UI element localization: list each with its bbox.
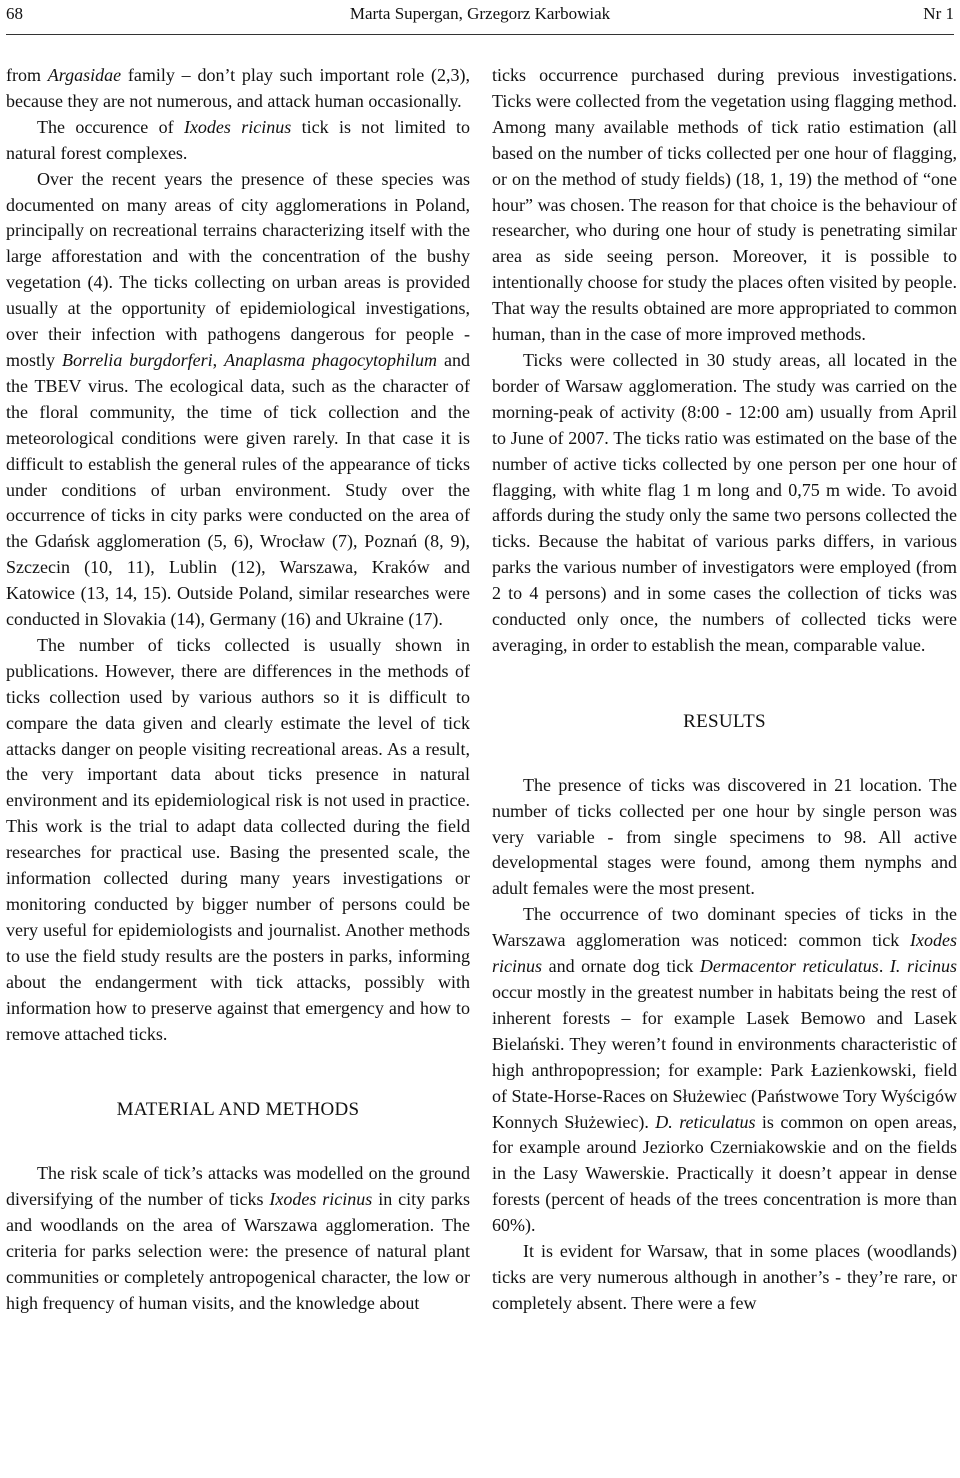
paragraph: Ticks were collected in 30 study areas, all located in the border of Warsaw agglomeration. The study was carried on the morning-peak of activity (8:00 - 12:00 am) usually from April to June of 2007. The ticks ratio was estimated on the base of the number of active ticks collected by one person per one hour of flagging, with white flag 1 m long and 0,75 m wide. To avoid affords during the study only the same two persons collected the ticks. Because the habitat of various parks differs, in various parks the various number of investigators were employed (from 2 to 4 persons) and in some cases the collection of ticks was conducted only once, the numbers of collected ticks were averaging, in order to establish the mean, comparable value. <box>492 349 957 655</box>
paragraph: The risk scale of tick’s attacks was modelled on the ground diversifying of the number of ticks Ixodes ricinus in city parks and woodlands on the area of Warszawa agglomeration. The criteria for parks selection were: the presence of natural plant communities or completely antropogenical character, the low or high frequency of human visits, and the knowledge about <box>6 1163 471 1313</box>
paragraph: ticks occurrence purchased during previous investigations. Ticks were collected from the vegetation using flagging method. Among many available methods of tick ratio estimation (all based on the number of ticks collected per one hour of flagging, or on the method of study fields) (18, 1, 19) the method of “one hour” was chosen. The reason for that choice is the behaviour of researcher, who during one hour of study is penetrating similar area as side seeing person. Moreover, it is possible to intentionally choose for study the places often visited by people. That way the results obtained are more appropriated to common human, than in the case of more improved methods. <box>492 65 957 345</box>
section-heading-results: RESULTS <box>683 710 766 732</box>
paragraph: The occurence of Ixodes ricinus tick is not limited to natural forest complexes. <box>6 116 470 163</box>
paragraph: Over the recent years the presence of these species was documented on many areas of city agglomerations in Poland, principally on recreational terrains characterizing itself with the large afforestation and with the concentration of the bushy vegetation (4). The ticks collecting on urban areas is provided usually at the opportunity of epidemiological investigations, over their infection with pathogens dangerous for people - mostly Borrelia burgdorferi, Anaplasma phagocytophilum and the TBEV virus. The ecological data, such as the character of the floral community, the time of tick collection and the meteorological conditions were given rarely. In that case it is difficult to establish the general rules of the appearance of ticks under conditions of urban environment. Study over the occurrence of ticks in city parks were conducted on the area of the Gdańsk agglomeration (5, 6), Wrocław (7), Poznań (8, 9), Szczecin (10, 11), Lublin (12), Warszawa, Kraków and Katowice (13, 14, 15). Outside Poland, similar researches were conducted in Slovakia (14), Germany (16) and Ukraine (17). <box>6 168 471 630</box>
right-column <box>492 63 957 1317</box>
left-column <box>6 63 470 1317</box>
paragraph: The presence of ticks was discovered in 21 location. The number of ticks collected per one hour by single person was very variable - from single specimens to 98. All active developmental stages were found, among them nymphs and adult females were the most present. <box>492 774 957 899</box>
page-number: 68 <box>6 4 23 23</box>
running-authors: Marta Supergan, Grzegorz Karbowiak <box>349 4 611 23</box>
running-header <box>6 0 954 35</box>
paragraph: from Argasidae family – don’t play such important role (2,3), because they are not numerous, and attack human occasionally. <box>6 65 470 111</box>
section-heading-methods: MATERIAL AND METHODS <box>116 1099 360 1121</box>
paragraph: It is evident for Warsaw, that in some places (woodlands) ticks are very numerous although in another’s - they’re rare, or completely absent. There were a few <box>492 1241 957 1313</box>
paragraph: The number of ticks collected is usually shown in publications. However, there are differences in the methods of ticks collection used by various authors so it is difficult to compare the data given and clearly estimate the level of tick attacks danger on people visiting recreational areas. As a result, the very important data about ticks presence in natural environment and its epidemiological risk is not used in practice. This work is the trial to adapt data collected during the field researches for practical use. Basing the presented scale, the information collected during many years investigations or monitoring conducted by bigger number of persons could be very useful for epidemiologists and journalist. Another methods to use the field study results are the posters in parks, informing about the endangerment with tick attacks, possibly with information how to preserve against that emergency and how to remove attached ticks. <box>6 634 470 1044</box>
issue-number: Nr 1 <box>923 4 954 23</box>
paragraph: The occurrence of two dominant species of ticks in the Warszawa agglomeration was noticed: common tick Ixodes ricinus and ornate dog tick Dermacentor reticulatus. I. ricinus occur mostly in the greatest number in habitats being the rest of inherent forests – for example Lasek Bemowo and Lasek Bielański. They weren’t found in environments characteristic of high anthropopression; for example: Park Łazienkowski, field of State-Horse-Races on Służewiec (Państwowe Tory Wyścigów Konnych Służewiec). D. reticulatus is common on open areas, for example around Jeziorko Czerniakowskie and on the fields in the Lasy Wawerskie. Practically it doesn’t appear in dense forests (percent of heads of the trees concentration is more than 60%). <box>492 904 958 1236</box>
